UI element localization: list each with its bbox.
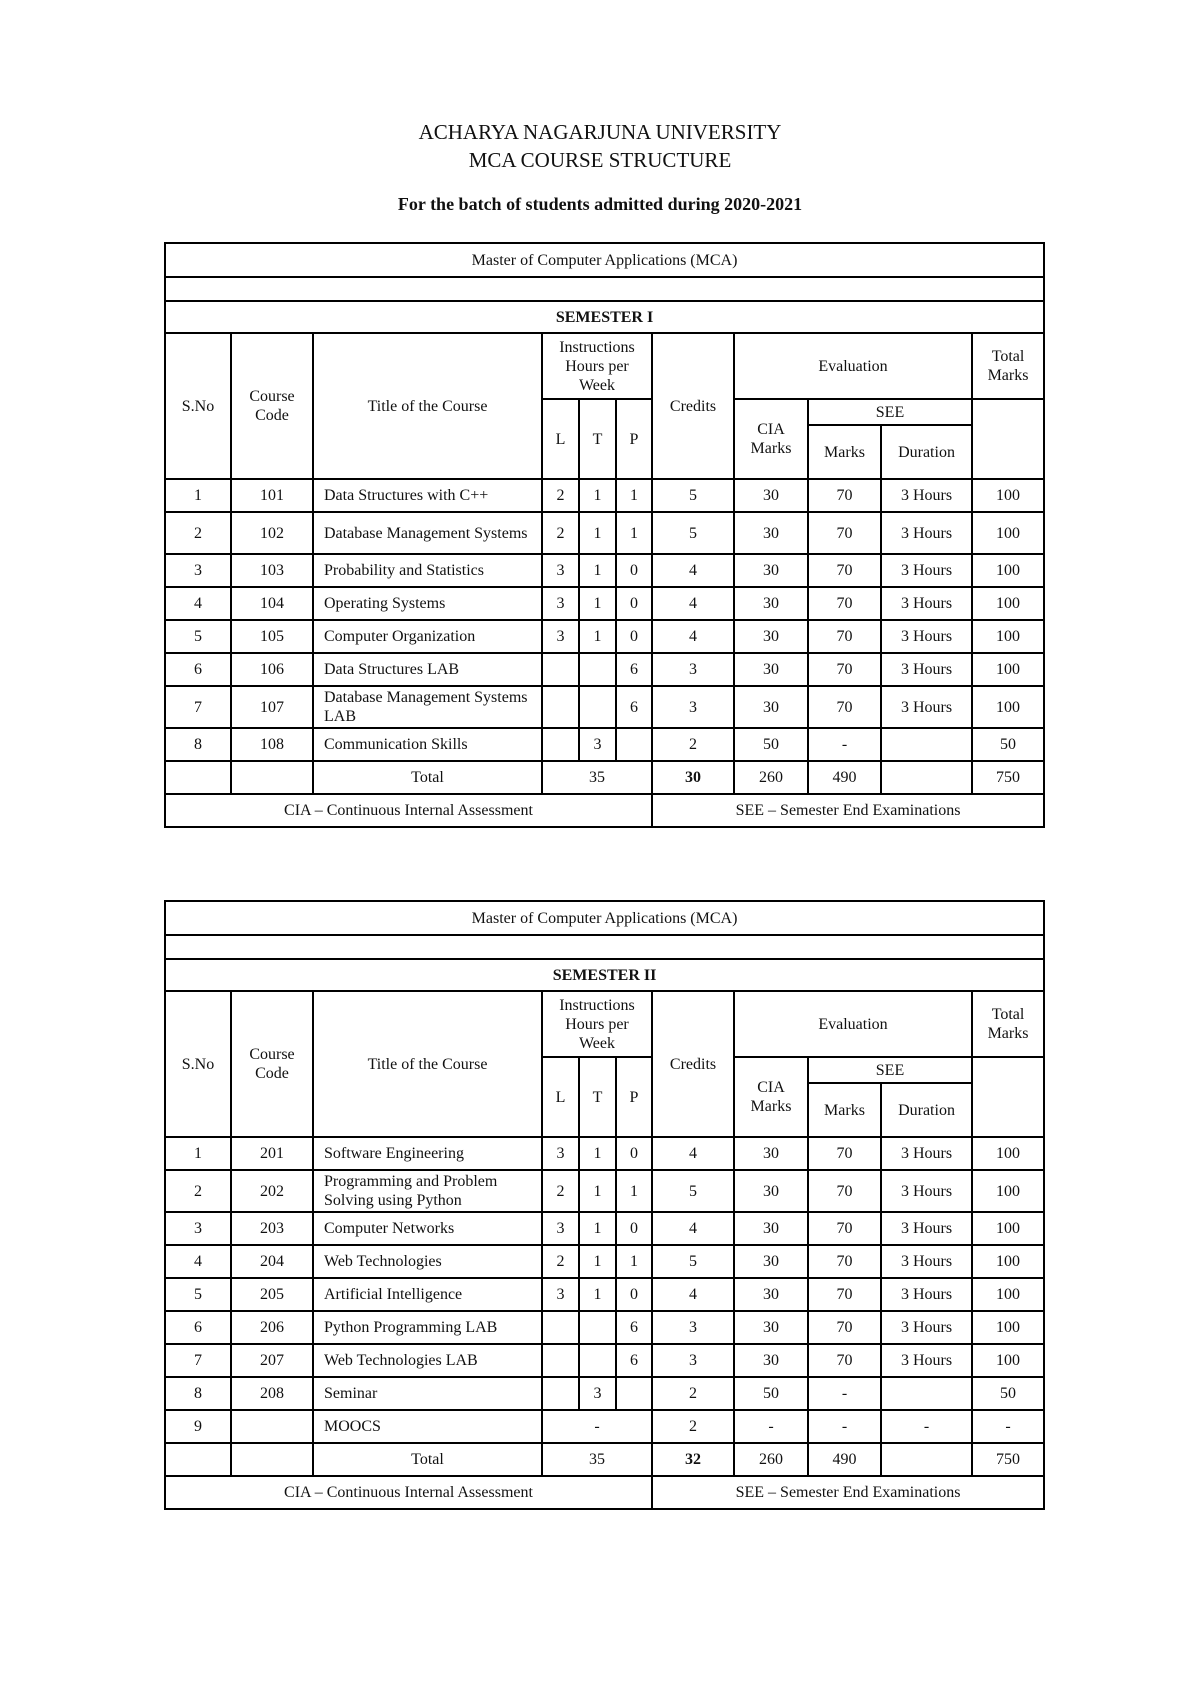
cell-course-code: 208 bbox=[231, 1377, 313, 1410]
header-credits: Credits bbox=[652, 991, 734, 1137]
cell-l bbox=[542, 1377, 579, 1410]
cell-duration bbox=[881, 728, 972, 761]
cell-cia: 30 bbox=[734, 1311, 808, 1344]
cell-cia: 30 bbox=[734, 587, 808, 620]
cell-credits: 4 bbox=[652, 1278, 734, 1311]
cell-duration: 3 Hours bbox=[881, 1170, 972, 1212]
cell-duration: 3 Hours bbox=[881, 1212, 972, 1245]
semester-title: SEMESTER II bbox=[165, 959, 1044, 991]
cell-duration: 3 Hours bbox=[881, 512, 972, 554]
cell-duration: 3 Hours bbox=[881, 620, 972, 653]
cell-l: 3 bbox=[542, 620, 579, 653]
header-marks: Marks bbox=[808, 1083, 881, 1137]
table-row bbox=[165, 1170, 1044, 1212]
blank-row bbox=[165, 935, 1044, 959]
table-row bbox=[165, 479, 1044, 512]
cell-sno: 8 bbox=[165, 728, 231, 761]
cell-t bbox=[579, 1344, 616, 1377]
cell-cia: 30 bbox=[734, 653, 808, 686]
cell-see-marks: 70 bbox=[808, 1212, 881, 1245]
cell-p: 1 bbox=[616, 1245, 652, 1278]
table-row bbox=[165, 728, 1044, 761]
table-row bbox=[165, 1137, 1044, 1170]
cell-credits: 5 bbox=[652, 1170, 734, 1212]
cell-course-code: 205 bbox=[231, 1278, 313, 1311]
total-marks: 750 bbox=[972, 1443, 1044, 1476]
document-header bbox=[0, 118, 1200, 215]
cell-title: Probability and Statistics bbox=[313, 554, 542, 587]
cell-total: 100 bbox=[972, 1170, 1044, 1212]
cell-cia: 30 bbox=[734, 1212, 808, 1245]
header-cia: CIA Marks bbox=[734, 399, 808, 479]
table-row bbox=[165, 620, 1044, 653]
cell-cia: 30 bbox=[734, 512, 808, 554]
cell-sno: 1 bbox=[165, 479, 231, 512]
cell-l: 3 bbox=[542, 587, 579, 620]
cell-total: 100 bbox=[972, 1137, 1044, 1170]
cell-total: 50 bbox=[972, 728, 1044, 761]
cell-total: 100 bbox=[972, 479, 1044, 512]
cell-credits: 2 bbox=[652, 728, 734, 761]
header-evaluation: Evaluation bbox=[734, 991, 972, 1057]
cell-credits: 4 bbox=[652, 554, 734, 587]
cell-duration: 3 Hours bbox=[881, 1311, 972, 1344]
cell-course-code bbox=[231, 1410, 313, 1443]
cell-see-marks: 70 bbox=[808, 587, 881, 620]
cell-see-marks: 70 bbox=[808, 1137, 881, 1170]
header-title: Title of the Course bbox=[313, 333, 542, 479]
cell-l: 2 bbox=[542, 1245, 579, 1278]
cell-see-marks: 70 bbox=[808, 620, 881, 653]
cell-title: Python Programming LAB bbox=[313, 1311, 542, 1344]
cell-t: 1 bbox=[579, 479, 616, 512]
cell-course-code: 203 bbox=[231, 1212, 313, 1245]
cell-total: 100 bbox=[972, 1278, 1044, 1311]
cell-course-code: 103 bbox=[231, 554, 313, 587]
cell-cia: - bbox=[734, 1410, 808, 1443]
header-instructions: Instructions Hours per Week bbox=[542, 333, 652, 399]
cell-total: 100 bbox=[972, 512, 1044, 554]
university-name: ACHARYA NAGARJUNA UNIVERSITY bbox=[418, 120, 782, 144]
cell-total: 100 bbox=[972, 1311, 1044, 1344]
header-total-blank bbox=[972, 1057, 1044, 1137]
cell-cia: 30 bbox=[734, 554, 808, 587]
cell-cia: 30 bbox=[734, 1245, 808, 1278]
header-l: L bbox=[542, 399, 579, 479]
cell-cia: 30 bbox=[734, 1278, 808, 1311]
cell-cia: 30 bbox=[734, 686, 808, 728]
cell-see-marks: - bbox=[808, 1377, 881, 1410]
cell-p: 0 bbox=[616, 1137, 652, 1170]
cell-p: 1 bbox=[616, 479, 652, 512]
cell-title: MOOCS bbox=[313, 1410, 542, 1443]
program-banner: Master of Computer Applications (MCA) bbox=[165, 901, 1044, 935]
total-row bbox=[165, 1443, 1044, 1476]
cell-duration bbox=[881, 1377, 972, 1410]
table-row bbox=[165, 587, 1044, 620]
total-hours: 35 bbox=[542, 761, 652, 794]
cell-cia: 50 bbox=[734, 1377, 808, 1410]
cell-credits: 3 bbox=[652, 1344, 734, 1377]
cell-see-marks: 70 bbox=[808, 512, 881, 554]
header-sno: S.No bbox=[165, 991, 231, 1137]
cell-sno: 6 bbox=[165, 1311, 231, 1344]
table-row bbox=[165, 1377, 1044, 1410]
cell-credits: 4 bbox=[652, 1212, 734, 1245]
cell-l: 3 bbox=[542, 1212, 579, 1245]
cell-l: 3 bbox=[542, 1137, 579, 1170]
header-total-blank bbox=[972, 399, 1044, 479]
cell-p: 0 bbox=[616, 554, 652, 587]
cell-p: 1 bbox=[616, 512, 652, 554]
cell-see-marks: - bbox=[808, 1410, 881, 1443]
cell-credits: 4 bbox=[652, 587, 734, 620]
cell-sno: 1 bbox=[165, 1137, 231, 1170]
cell-sno: 5 bbox=[165, 1278, 231, 1311]
cell-credits: 2 bbox=[652, 1377, 734, 1410]
cell-blank bbox=[231, 761, 313, 794]
header-course-code: Course Code bbox=[231, 333, 313, 479]
cell-title: Web Technologies LAB bbox=[313, 1344, 542, 1377]
table-row bbox=[165, 1344, 1044, 1377]
cell-see-marks: 70 bbox=[808, 1170, 881, 1212]
header-title: Title of the Course bbox=[313, 991, 542, 1137]
semester-1-table bbox=[164, 242, 1045, 828]
cell-l bbox=[542, 653, 579, 686]
total-credits: 32 bbox=[652, 1443, 734, 1476]
cell-p bbox=[616, 728, 652, 761]
cell-l: 2 bbox=[542, 479, 579, 512]
cell-sno: 8 bbox=[165, 1377, 231, 1410]
cell-p: 6 bbox=[616, 1311, 652, 1344]
cell-t: 1 bbox=[579, 1170, 616, 1212]
cell-p: 6 bbox=[616, 653, 652, 686]
cell-l: 2 bbox=[542, 1170, 579, 1212]
cell-blank bbox=[881, 761, 972, 794]
cell-see-marks: - bbox=[808, 728, 881, 761]
table-row bbox=[165, 653, 1044, 686]
cell-t: 3 bbox=[579, 1377, 616, 1410]
cell-title: Database Management Systems bbox=[313, 512, 542, 554]
cell-duration: 3 Hours bbox=[881, 1278, 972, 1311]
cell-total: 100 bbox=[972, 1245, 1044, 1278]
cell-t bbox=[579, 686, 616, 728]
table-row bbox=[165, 512, 1044, 554]
cell-l: 3 bbox=[542, 1278, 579, 1311]
cell-course-code: 105 bbox=[231, 620, 313, 653]
cell-total: 100 bbox=[972, 1344, 1044, 1377]
cell-p: 0 bbox=[616, 1212, 652, 1245]
header-p: P bbox=[616, 399, 652, 479]
cell-title: Software Engineering bbox=[313, 1137, 542, 1170]
program-banner: Master of Computer Applications (MCA) bbox=[165, 243, 1044, 277]
cell-course-code: 202 bbox=[231, 1170, 313, 1212]
header-total-marks: Total Marks bbox=[972, 333, 1044, 399]
cell-p bbox=[616, 1377, 652, 1410]
cell-sno: 3 bbox=[165, 1212, 231, 1245]
cell-t: 1 bbox=[579, 512, 616, 554]
cell-t bbox=[579, 1311, 616, 1344]
cell-blank bbox=[165, 1443, 231, 1476]
cell-course-code: 104 bbox=[231, 587, 313, 620]
header-p: P bbox=[616, 1057, 652, 1137]
cell-sno: 2 bbox=[165, 1170, 231, 1212]
cell-total: 100 bbox=[972, 653, 1044, 686]
blank-row bbox=[165, 277, 1044, 301]
total-label: Total bbox=[313, 761, 542, 794]
cell-title: Communication Skills bbox=[313, 728, 542, 761]
cell-t: 1 bbox=[579, 554, 616, 587]
cell-course-code: 206 bbox=[231, 1311, 313, 1344]
cell-credits: 3 bbox=[652, 686, 734, 728]
cell-credits: 5 bbox=[652, 512, 734, 554]
cell-blank bbox=[165, 761, 231, 794]
cell-hours: - bbox=[542, 1410, 652, 1443]
cell-see-marks: 70 bbox=[808, 686, 881, 728]
cell-duration: 3 Hours bbox=[881, 587, 972, 620]
see-legend: SEE – Semester End Examinations bbox=[652, 794, 1044, 827]
cell-t: 1 bbox=[579, 1245, 616, 1278]
header-duration: Duration bbox=[881, 1083, 972, 1137]
cell-credits: 5 bbox=[652, 1245, 734, 1278]
cell-l: 3 bbox=[542, 554, 579, 587]
header-duration: Duration bbox=[881, 425, 972, 479]
table-row bbox=[165, 1278, 1044, 1311]
header-t: T bbox=[579, 1057, 616, 1137]
cell-total: 100 bbox=[972, 587, 1044, 620]
cell-blank bbox=[231, 1443, 313, 1476]
cell-blank bbox=[881, 1443, 972, 1476]
cell-l bbox=[542, 1344, 579, 1377]
cell-cia: 30 bbox=[734, 1170, 808, 1212]
header-see: SEE bbox=[808, 399, 972, 425]
cell-p: 0 bbox=[616, 1278, 652, 1311]
cell-title: Data Structures with C++ bbox=[313, 479, 542, 512]
cell-t: 1 bbox=[579, 1137, 616, 1170]
total-marks: 750 bbox=[972, 761, 1044, 794]
cell-see-marks: 70 bbox=[808, 653, 881, 686]
cia-legend: CIA – Continuous Internal Assessment bbox=[165, 1476, 652, 1509]
cell-title: Data Structures LAB bbox=[313, 653, 542, 686]
cell-credits: 5 bbox=[652, 479, 734, 512]
cell-t: 1 bbox=[579, 587, 616, 620]
cell-total: 100 bbox=[972, 686, 1044, 728]
cell-t: 3 bbox=[579, 728, 616, 761]
cell-see-marks: 70 bbox=[808, 1278, 881, 1311]
total-cia: 260 bbox=[734, 1443, 808, 1476]
cell-sno: 9 bbox=[165, 1410, 231, 1443]
header-l: L bbox=[542, 1057, 579, 1137]
table-row bbox=[165, 1311, 1044, 1344]
cell-p: 6 bbox=[616, 686, 652, 728]
header-evaluation: Evaluation bbox=[734, 333, 972, 399]
cell-title: Artificial Intelligence bbox=[313, 1278, 542, 1311]
table-row bbox=[165, 1212, 1044, 1245]
cell-duration: - bbox=[881, 1410, 972, 1443]
cell-credits: 3 bbox=[652, 1311, 734, 1344]
header-see: SEE bbox=[808, 1057, 972, 1083]
cell-t: 1 bbox=[579, 620, 616, 653]
cell-course-code: 201 bbox=[231, 1137, 313, 1170]
cell-credits: 3 bbox=[652, 653, 734, 686]
semester-2-table bbox=[164, 900, 1045, 1510]
cell-title: Computer Networks bbox=[313, 1212, 542, 1245]
legend-row bbox=[165, 1476, 1044, 1509]
cell-duration: 3 Hours bbox=[881, 554, 972, 587]
table-row bbox=[165, 1245, 1044, 1278]
cell-l bbox=[542, 686, 579, 728]
header-course-code: Course Code bbox=[231, 991, 313, 1137]
header-cia: CIA Marks bbox=[734, 1057, 808, 1137]
total-cia: 260 bbox=[734, 761, 808, 794]
cell-duration: 3 Hours bbox=[881, 1245, 972, 1278]
total-row bbox=[165, 761, 1044, 794]
cell-sno: 7 bbox=[165, 1344, 231, 1377]
cell-duration: 3 Hours bbox=[881, 479, 972, 512]
cell-p: 0 bbox=[616, 620, 652, 653]
cell-see-marks: 70 bbox=[808, 479, 881, 512]
cell-l: 2 bbox=[542, 512, 579, 554]
cell-sno: 4 bbox=[165, 1245, 231, 1278]
cell-l bbox=[542, 728, 579, 761]
cell-sno: 4 bbox=[165, 587, 231, 620]
cell-sno: 3 bbox=[165, 554, 231, 587]
table-row bbox=[165, 1410, 1044, 1443]
cell-see-marks: 70 bbox=[808, 554, 881, 587]
cell-title: Programming and Problem Solving using Python bbox=[313, 1170, 542, 1212]
table-row bbox=[165, 554, 1044, 587]
total-credits: 30 bbox=[652, 761, 734, 794]
cia-legend: CIA – Continuous Internal Assessment bbox=[165, 794, 652, 827]
cell-course-code: 204 bbox=[231, 1245, 313, 1278]
header-credits: Credits bbox=[652, 333, 734, 479]
cell-duration: 3 Hours bbox=[881, 686, 972, 728]
cell-l bbox=[542, 1311, 579, 1344]
cell-p: 6 bbox=[616, 1344, 652, 1377]
cell-t: 1 bbox=[579, 1278, 616, 1311]
total-label: Total bbox=[313, 1443, 542, 1476]
cell-see-marks: 70 bbox=[808, 1245, 881, 1278]
legend-row bbox=[165, 794, 1044, 827]
cell-duration: 3 Hours bbox=[881, 653, 972, 686]
cell-course-code: 207 bbox=[231, 1344, 313, 1377]
cell-sno: 6 bbox=[165, 653, 231, 686]
header-total-marks: Total Marks bbox=[972, 991, 1044, 1057]
cell-see-marks: 70 bbox=[808, 1344, 881, 1377]
cell-cia: 50 bbox=[734, 728, 808, 761]
cell-course-code: 108 bbox=[231, 728, 313, 761]
cell-duration: 3 Hours bbox=[881, 1344, 972, 1377]
cell-title: Web Technologies bbox=[313, 1245, 542, 1278]
cell-p: 0 bbox=[616, 587, 652, 620]
cell-t bbox=[579, 653, 616, 686]
cell-cia: 30 bbox=[734, 1137, 808, 1170]
cell-t: 1 bbox=[579, 1212, 616, 1245]
cell-total: - bbox=[972, 1410, 1044, 1443]
course-structure-title: MCA COURSE STRUCTURE bbox=[468, 148, 732, 172]
total-see-marks: 490 bbox=[808, 1443, 881, 1476]
header-t: T bbox=[579, 399, 616, 479]
header-sno: S.No bbox=[165, 333, 231, 479]
cell-course-code: 106 bbox=[231, 653, 313, 686]
cell-see-marks: 70 bbox=[808, 1311, 881, 1344]
batch-subtitle: For the batch of students admitted during 2020-2021 bbox=[397, 194, 803, 214]
cell-title: Database Management Systems LAB bbox=[313, 686, 542, 728]
cell-course-code: 107 bbox=[231, 686, 313, 728]
semester-title: SEMESTER I bbox=[165, 301, 1044, 333]
header-instructions: Instructions Hours per Week bbox=[542, 991, 652, 1057]
cell-course-code: 102 bbox=[231, 512, 313, 554]
total-hours: 35 bbox=[542, 1443, 652, 1476]
cell-credits: 4 bbox=[652, 620, 734, 653]
header-marks: Marks bbox=[808, 425, 881, 479]
table-row bbox=[165, 686, 1044, 728]
cell-course-code: 101 bbox=[231, 479, 313, 512]
cell-total: 100 bbox=[972, 1212, 1044, 1245]
cell-cia: 30 bbox=[734, 1344, 808, 1377]
cell-sno: 2 bbox=[165, 512, 231, 554]
cell-total: 100 bbox=[972, 620, 1044, 653]
cell-total: 50 bbox=[972, 1377, 1044, 1410]
total-see-marks: 490 bbox=[808, 761, 881, 794]
see-legend: SEE – Semester End Examinations bbox=[652, 1476, 1044, 1509]
cell-total: 100 bbox=[972, 554, 1044, 587]
cell-title: Operating Systems bbox=[313, 587, 542, 620]
cell-cia: 30 bbox=[734, 479, 808, 512]
cell-title: Computer Organization bbox=[313, 620, 542, 653]
cell-cia: 30 bbox=[734, 620, 808, 653]
cell-credits: 2 bbox=[652, 1410, 734, 1443]
cell-sno: 7 bbox=[165, 686, 231, 728]
cell-duration: 3 Hours bbox=[881, 1137, 972, 1170]
cell-credits: 4 bbox=[652, 1137, 734, 1170]
cell-p: 1 bbox=[616, 1170, 652, 1212]
cell-title: Seminar bbox=[313, 1377, 542, 1410]
cell-sno: 5 bbox=[165, 620, 231, 653]
